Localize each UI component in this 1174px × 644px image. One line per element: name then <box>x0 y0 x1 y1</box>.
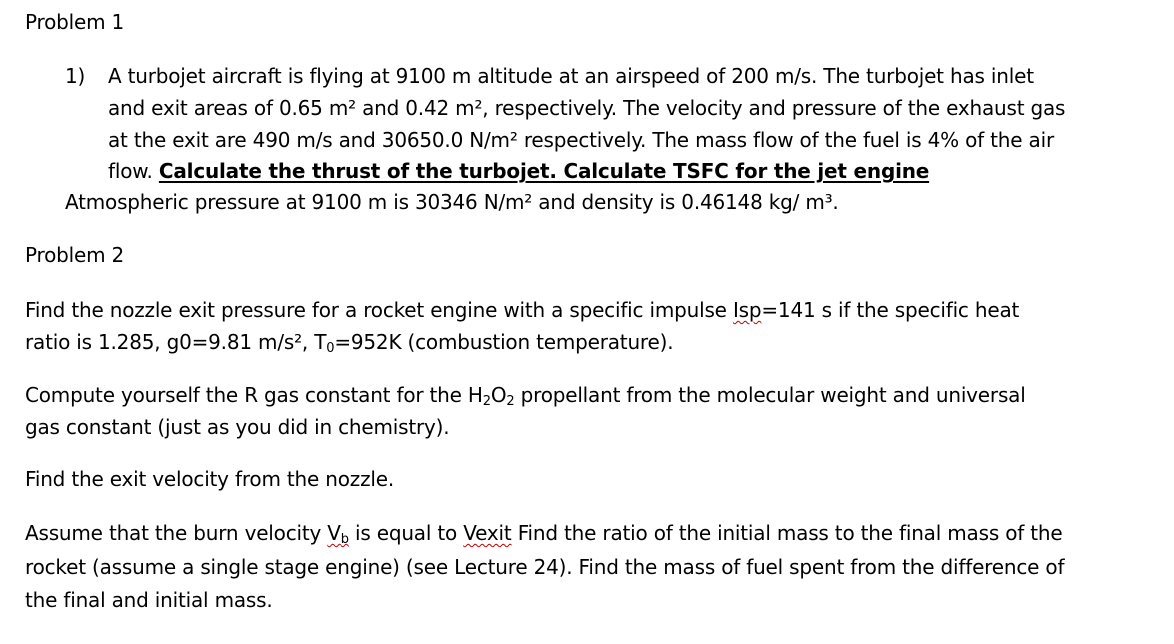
problem-2-para-1-line-2 <box>25 329 673 362</box>
h2-subscript: 2 <box>482 394 491 409</box>
p1-line1-text-a: Find the nozzle exit pressure for a rocket engine with a specific impulse <box>25 298 733 322</box>
problem-2-para-4-line-1 <box>25 520 1062 553</box>
problem-2-heading: Problem 2 <box>25 243 125 267</box>
p2-line1-text-b: O <box>490 383 507 407</box>
problem-2-para-2-line-1 <box>25 382 1026 415</box>
problem-2-para-4-line-3: the final and initial mass. <box>25 588 273 612</box>
problem-1-line-3: at the exit are 490 m/s and 30650.0 N/m² respectively. The mass flow of the fuel is 4% of the air <box>108 128 1054 152</box>
problem-2-para-2-line-2: gas constant (just as you did in chemistry). <box>25 415 450 439</box>
problem-1-line-4-lead: flow. <box>108 159 153 183</box>
vb-letter: V <box>327 521 341 545</box>
problem-1-heading: Problem 1 <box>25 10 125 34</box>
problem-1-line-4 <box>108 158 929 184</box>
problem-1-line-1: A turbojet aircraft is flying at 9100 m altitude at an airspeed of 200 m/s. The turbojet has inlet <box>108 64 1034 88</box>
problem-1-item-number: 1) <box>65 64 86 88</box>
p4-line1-text-b: is equal to <box>348 521 464 545</box>
p1-line2-text-a: ratio is 1.285, g0=9.81 m/s², T <box>25 330 327 354</box>
t0-subscript: 0 <box>326 341 335 356</box>
problem-2-para-4-line-2: rocket (assume a single stage engine) (see Lecture 24). Find the mass of fuel spent from the difference of <box>25 555 1065 579</box>
problem-2-para-3: Find the exit velocity from the nozzle. <box>25 467 394 491</box>
p4-line1-text-a: Assume that the burn velocity <box>25 521 328 545</box>
isp-term: Isp <box>732 298 762 322</box>
vexit-term: Vexit <box>463 521 512 545</box>
p1-line2-text-b: =952K (combustion temperature). <box>334 330 674 354</box>
p2-line1-text-a: Compute yourself the R gas constant for the H <box>25 383 483 407</box>
problem-1-task-bold: Calculate the thrust of the turbojet. Calculate TSFC for the jet engine <box>158 159 930 183</box>
problem-1-atmosphere-line: Atmospheric pressure at 9100 m is 30346 N/m² and density is 0.46148 kg/ m³. <box>65 190 839 214</box>
problem-1-line-2: and exit areas of 0.65 m² and 0.42 m², respectively. The velocity and pressure of the exhaust gas <box>108 96 1066 120</box>
p4-line1-text-c: Find the ratio of the initial mass to the final mass of the <box>511 521 1063 545</box>
p1-line1-text-b: =141 s if the specific heat <box>761 298 1020 322</box>
o2-subscript: 2 <box>506 394 515 409</box>
problem-2-para-1-line-1 <box>25 297 1019 323</box>
vb-term <box>327 521 349 545</box>
p2-line1-text-c: propellant from the molecular weight and universal <box>514 383 1026 407</box>
vb-subscript: b <box>340 532 349 547</box>
